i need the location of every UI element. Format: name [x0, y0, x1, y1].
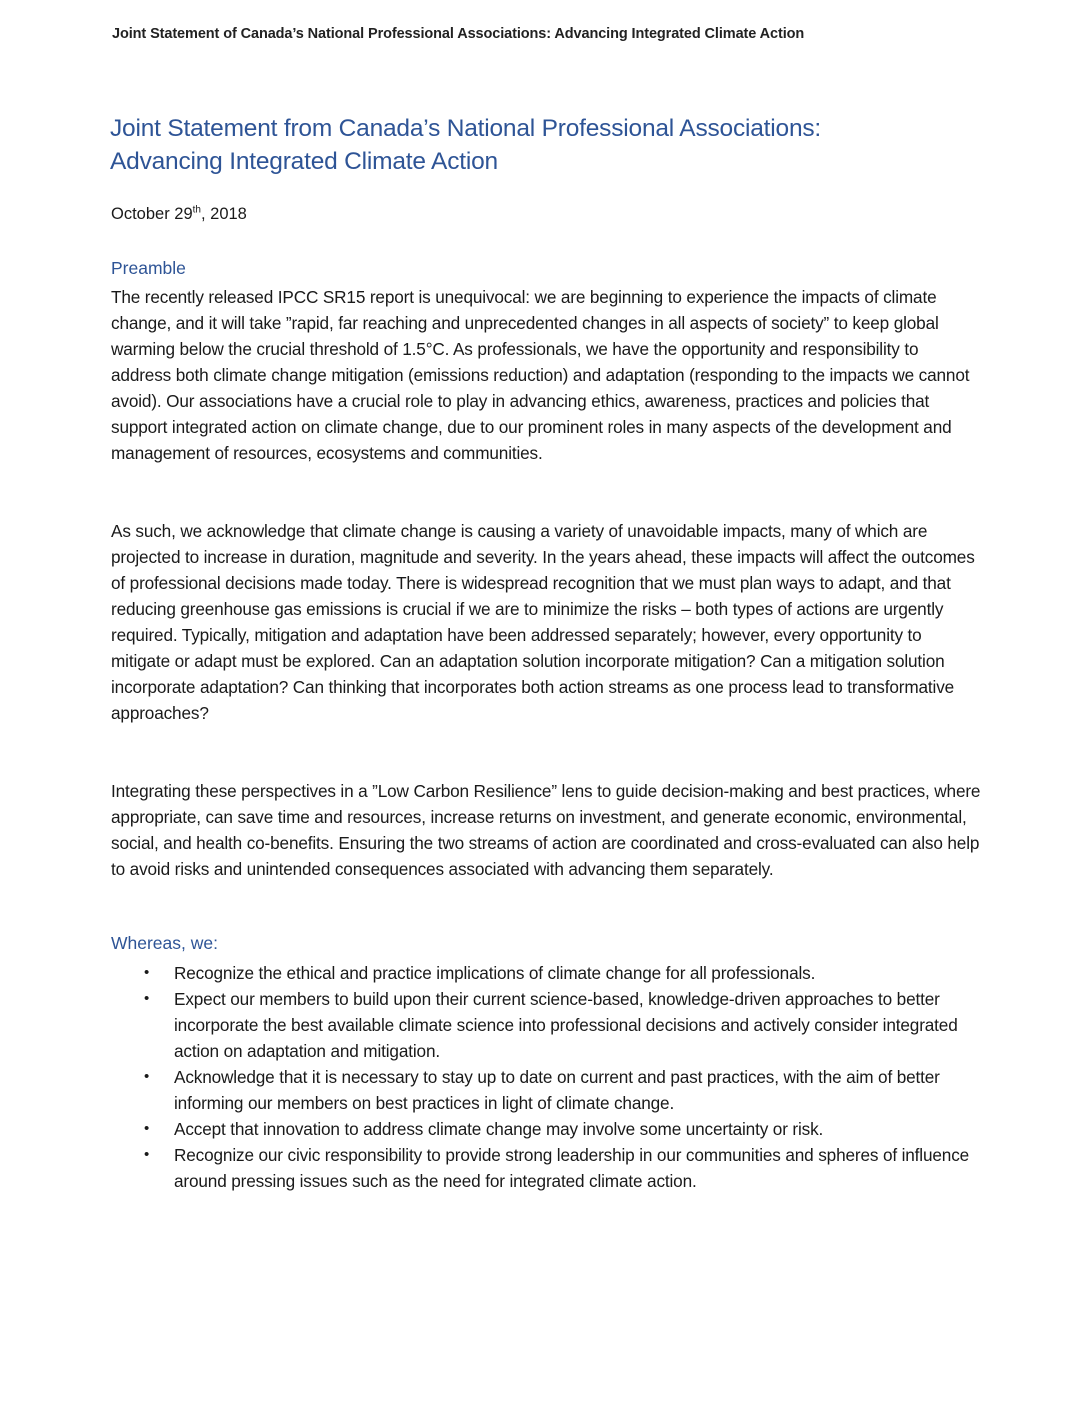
bullet-icon: •	[144, 1146, 150, 1163]
bullet-icon: •	[144, 990, 150, 1007]
statement-date	[111, 205, 247, 224]
title-line-2: Advancing Integrated Climate Action	[110, 148, 498, 175]
whereas-heading: Whereas, we:	[111, 933, 218, 953]
whereas-list	[111, 960, 981, 1194]
preamble-paragraph-3: Integrating these perspectives in a ”Low Carbon Resilience” lens to guide decision-making and best practices, where appropriate, can save time and resources, increase returns on investment, and generate economic, environmental, social, and health co-benefits. Ensuring the two streams of action are coordinated and cross-evaluated can also help to avoid risks and unintended consequences associated with advancing them separately.	[111, 781, 981, 879]
preamble-paragraph-1: The recently released IPCC SR15 report is unequivocal: we are beginning to experience the impacts of climate change, and it will take ”rapid, far reaching and unprecedented changes in all aspects of society” to keep global warming below the crucial threshold of 1.5°C. As professionals, we have the opportunity and responsibility to address both climate change mitigation (emissions reduction) and adaptation (responding to the impacts we cannot avoid). Our associations have a crucial role to play in advancing ethics, awareness, practices and policies that support integrated action on climate change, due to our prominent roles in many aspects of the development and management of resources, ecosystems and communities.	[111, 287, 970, 463]
running-header: Joint Statement of Canada’s National Professional Associations: Advancing Integrated Climate Action	[112, 26, 805, 42]
list-item-text: Recognize the ethical and practice implications of climate change for all professionals.	[174, 963, 816, 983]
list-item	[111, 960, 974, 986]
date-rest: , 2018	[200, 205, 247, 223]
document-title	[110, 112, 990, 178]
date-prefix: October 29	[111, 205, 193, 223]
bullet-icon: •	[144, 1120, 150, 1137]
list-item-text: Acknowledge that it is necessary to stay up to date on current and past practices, with the aim of better informing our members on best practices in light of climate change.	[174, 1067, 940, 1113]
list-item-text: Accept that innovation to address climate change may involve some uncertainty or risk.	[174, 1119, 824, 1139]
preamble-paragraph-2: As such, we acknowledge that climate change is causing a variety of unavoidable impacts, many of which are projected to increase in duration, magnitude and severity. In the years ahead, these impacts will affect the outcomes of professional decisions made today. There is widespread recognition that we must plan ways to adapt, and that reducing greenhouse gas emissions is crucial if we are to minimize the risks – both types of actions are urgently required. Typically, mitigation and adaptation have been addressed separately; however, every opportunity to mitigate or adapt must be explored. Can an adaptation solution incorporate mitigation? Can a mitigation solution incorporate adaptation? Can thinking that incorporates both action streams as one process lead to transformative approaches?	[111, 521, 975, 723]
list-item	[111, 1116, 974, 1142]
preamble-heading: Preamble	[111, 258, 186, 278]
date-ordinal: th	[192, 204, 201, 216]
list-item	[111, 986, 974, 1064]
list-item-text: Expect our members to build upon their current science-based, knowledge-driven approaches to better incorporate the best available climate science into professional decisions and actively consider integrated action on adaptation and mitigation.	[174, 989, 958, 1061]
list-item	[111, 1142, 974, 1194]
list-item-text: Recognize our civic responsibility to provide strong leadership in our communities and spheres of influence around pressing issues such as the need for integrated climate action.	[174, 1145, 970, 1191]
bullet-icon: •	[144, 964, 150, 981]
bullet-icon: •	[144, 1068, 150, 1085]
list-item	[111, 1064, 974, 1116]
title-line-1: Joint Statement from Canada’s National Professional Associations:	[110, 115, 822, 142]
